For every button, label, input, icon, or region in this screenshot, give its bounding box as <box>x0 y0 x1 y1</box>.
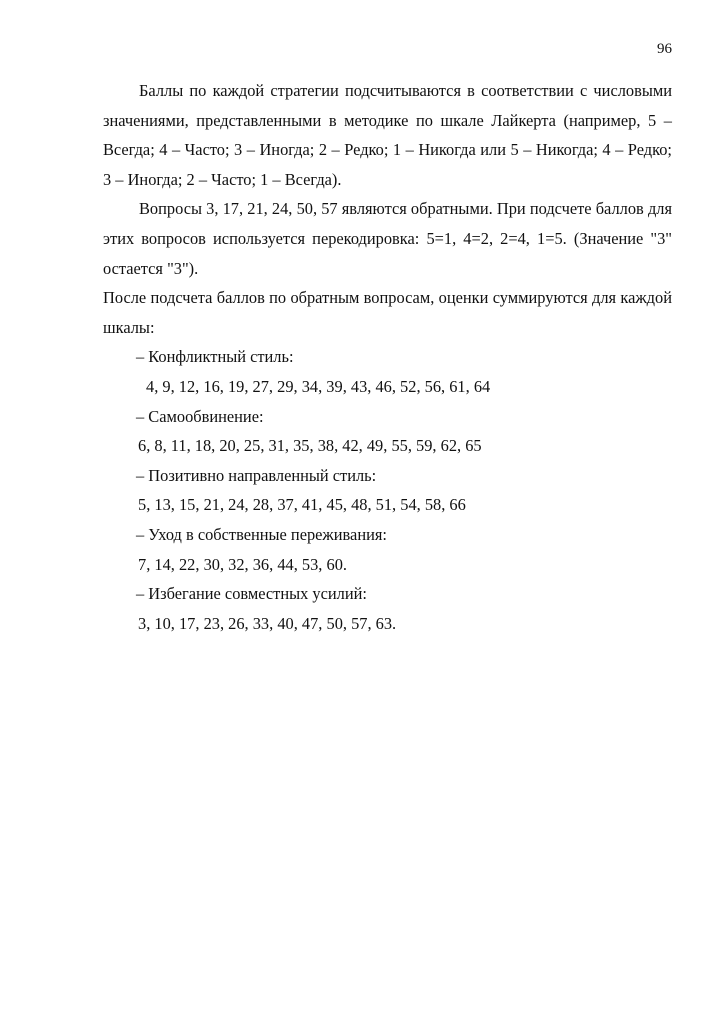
scale-items-withdrawal: 7, 14, 22, 30, 32, 36, 44, 53, 60. <box>138 554 347 574</box>
paragraph-summation: После подсчета баллов по обратным вопросам, оценки суммируются для каждой шкалы: <box>103 288 672 337</box>
document-body <box>103 76 672 638</box>
paragraph-scoring-method: Баллы по каждой стратегии подсчитываются в соответствии с числовыми значениями, представленными в методике по шкале Лайкерта (например, 5 – Всегда; 4 – Часто; 3 – Иногда; 2 – Редко; 1 – Никогда или 5 – Никогда; 4 – Редко; 3 – Иногда; 2 – Часто; 1 – Всегда). <box>103 81 672 189</box>
scale-heading-withdrawal: – Уход в собственные переживания: <box>136 524 387 544</box>
scale-heading-positive-style: – Позитивно направленный стиль: <box>136 465 377 485</box>
scale-heading-avoidance: – Избегание совместных усилий: <box>136 584 367 604</box>
scale-heading-self-blame: – Самообвинение: <box>136 406 264 426</box>
scale-items-self-blame: 6, 8, 11, 18, 20, 25, 31, 35, 38, 42, 49, 55, 59, 62, 65 <box>138 436 482 456</box>
page-number: 96 <box>657 41 672 57</box>
scale-items-conflict-style: 4, 9, 12, 16, 19, 27, 29, 34, 39, 43, 46, 52, 56, 61, 64 <box>146 376 491 396</box>
scale-items-avoidance: 3, 10, 17, 23, 26, 33, 40, 47, 50, 57, 63. <box>138 613 397 633</box>
scale-items-positive-style: 5, 13, 15, 21, 24, 28, 37, 41, 45, 48, 51, 54, 58, 66 <box>138 495 466 515</box>
scale-heading-conflict-style: – Конфликтный стиль: <box>136 347 294 367</box>
paragraph-reverse-questions: Вопросы 3, 17, 21, 24, 50, 57 являются обратными. При подсчете баллов для этих вопросов используется перекодировка: 5=1, 4=2, 2=4, 1=5. (Значение "3" остается "3"). <box>103 199 672 278</box>
